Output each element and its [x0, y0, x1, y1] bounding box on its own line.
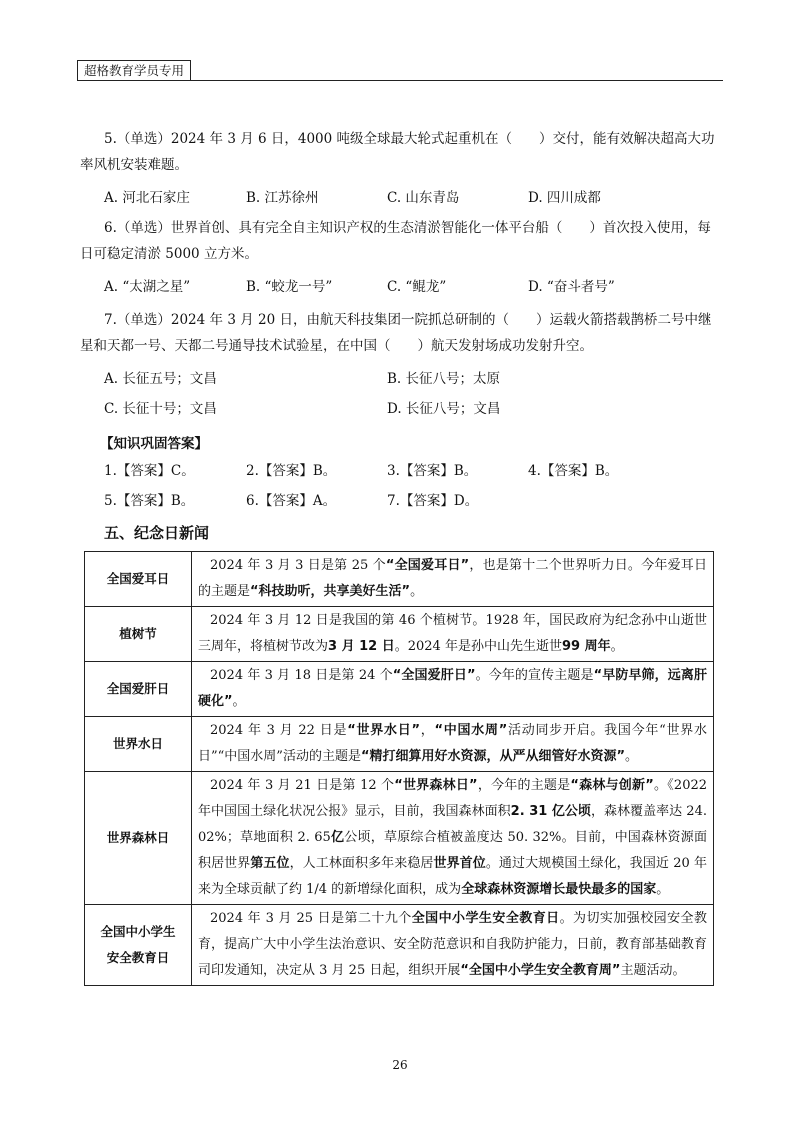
- answer-7: 7.【答案】D。: [387, 493, 479, 509]
- answer-3: 3.【答案】B。: [387, 463, 478, 479]
- question-6: 6.（单选）世界首创、具有完全自主知识产权的生态清淤智能化一体平台船（ ）首次投入使用，每日可稳定清淤 5000 立方米。: [80, 220, 711, 262]
- day-description: 2024 年 3 月 3 日是第 25 个“全国爱耳日”，也是第十二个世界听力日。今年爱耳日的主题是“科技助听，共享美好生活”。: [192, 552, 714, 607]
- day-description: 2024 年 3 月 25 日是第二十九个全国中小学生安全教育日。为切实加强校园安全教育，提高广大中小学生法治意识、安全防范意识和自我防护能力，日前，教育部基础教育司印发通知，决定从 3 月 25 日起，组织开展“全国中小学生安全教育周”主题活动。: [192, 905, 714, 986]
- answer-6: 6.【答案】A。: [246, 493, 337, 509]
- q7-option-d: D. 长征八号；文昌: [387, 401, 501, 417]
- q6-option-a: A. “太湖之星”: [104, 279, 191, 295]
- question-7: 7.（单选）2024 年 3 月 20 日，由航天科技集团一院抓总研制的（ ）运载火箭搭载鹊桥二号中继星和天都一号、天都二号通导技术试验星，在中国（ ）航天发射场成功发射升空。: [80, 312, 712, 354]
- day-description: 2024 年 3 月 22 日是“世界水日”，“中国水周”活动同步开启。我国今年“世界水日”“中国水周”活动的主题是“精打细算用好水资源，从严从细管好水资源”。: [192, 717, 714, 772]
- table-row: [85, 662, 714, 717]
- day-name: 全国爱肝日: [85, 662, 192, 717]
- q7-option-b: B. 长征八号；太原: [387, 371, 501, 387]
- answers-title: 【知识巩固答案】: [100, 436, 208, 452]
- answer-5: 5.【答案】B。: [104, 493, 195, 509]
- commemoration-table: [84, 551, 714, 986]
- day-name: 全国爱耳日: [85, 552, 192, 607]
- day-name: 植树节: [85, 607, 192, 662]
- q6-option-b: B. “蛟龙一号”: [246, 279, 333, 295]
- day-name: 世界森林日: [85, 772, 192, 905]
- day-description: 2024 年 3 月 18 日是第 24 个“全国爱肝日”。今年的宣传主题是“早防早筛，远离肝硬化”。: [192, 662, 714, 717]
- day-name: 全国中小学生 安全教育日: [85, 905, 192, 986]
- q6-option-d: D. “奋斗者号”: [528, 279, 615, 295]
- header-rule: [77, 80, 723, 81]
- q5-option-a: A. 河北石家庄: [104, 190, 190, 206]
- answer-4: 4.【答案】B。: [528, 463, 619, 479]
- table-row: [85, 905, 714, 986]
- header-tag: 超格教育学员专用: [77, 60, 191, 81]
- day-name: 世界水日: [85, 717, 192, 772]
- q6-option-c: C. “鲲龙”: [387, 279, 447, 295]
- answer-1: 1.【答案】C。: [104, 463, 195, 479]
- table-row: [85, 772, 714, 905]
- q5-option-d: D. 四川成都: [528, 190, 601, 206]
- question-5: 5.（单选）2024 年 3 月 6 日，4000 吨级全球最大轮式起重机在（ ）交付，能有效解决超高大功率风机安装难题。: [80, 131, 715, 173]
- section-title: 五、纪念日新闻: [104, 524, 210, 542]
- q7-option-c: C. 长征十号；文昌: [104, 401, 217, 417]
- day-description: 2024 年 3 月 12 日是我国的第 46 个植树节。1928 年，国民政府为纪念孙中山逝世三周年，将植树节改为3 月 12 日。2024 年是孙中山先生逝世99 周年。: [192, 607, 714, 662]
- q5-option-b: B. 江苏徐州: [246, 190, 319, 206]
- table-row: [85, 552, 714, 607]
- table-row: [85, 717, 714, 772]
- day-description: 2024 年 3 月 21 日是第 12 个“世界森林日”，今年的主题是“森林与创新”。《2022 年中国国土绿化状况公报》显示，目前，我国森林面积2. 31 亿公顷，森林覆盖率达 24. 02%；草地面积 2. 65亿公顷，草原综合植被盖度达 50. 32%。目前，中国森林资源面积居世界第五位，人工林面积多年来稳居世界首位。通过大规模国土绿化，我国近 20 年来为全球贡献了约 1/4 的新增绿化面积，成为全球森林资源增长最快最多的国家。: [192, 772, 714, 905]
- page-number: 26: [392, 1058, 408, 1072]
- q7-option-a: A. 长征五号；文昌: [104, 371, 217, 387]
- q5-option-c: C. 山东青岛: [387, 190, 460, 206]
- answer-2: 2.【答案】B。: [246, 463, 337, 479]
- table-row: [85, 607, 714, 662]
